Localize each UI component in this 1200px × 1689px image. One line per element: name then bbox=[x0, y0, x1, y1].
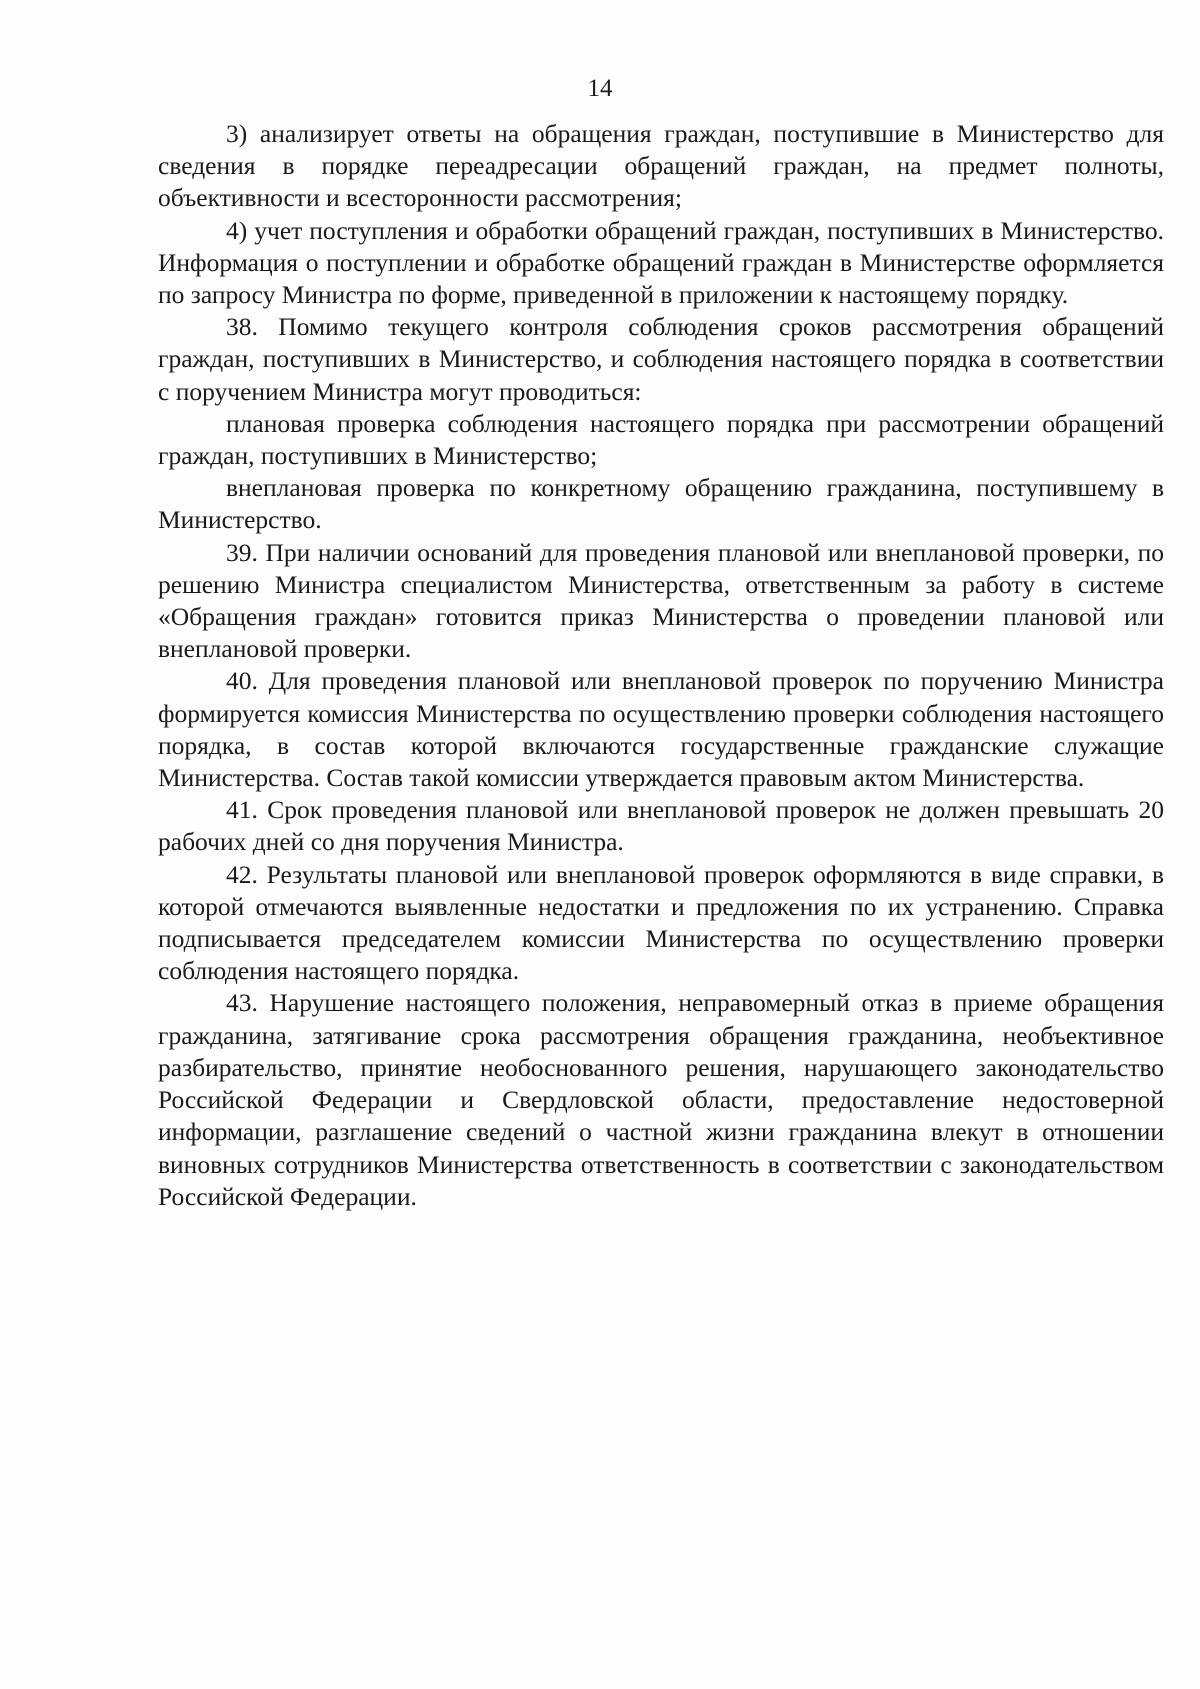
paragraph-40-commission: 40. Для проведения плановой или внеплановой проверок по поручению Министра формируется комиссия Министерства по осуществлению проверки соблюдения настоящего порядка, в состав которой включаются государственные гражданские служащие Министерства. Состав такой комиссии утверждается правовым актом Министерства. bbox=[158, 666, 1164, 793]
page-number: 14 bbox=[587, 75, 613, 102]
paragraph-38-control: 38. Помимо текущего контроля соблюдения сроков рассмотрения обращений граждан, поступивших в Министерство, и соблюдения настоящего порядка в соответствии с поручением Министра могут проводиться: bbox=[158, 312, 1164, 406]
paragraph-3-analysis: 3) анализирует ответы на обращения граждан, поступившие в Министерство для сведения в порядке переадресации обращений граждан, на предмет полноты, объективности и всесторонности рассмотрения; bbox=[158, 119, 1164, 213]
document-body bbox=[158, 118, 1164, 1213]
paragraph-unplanned-check: внеплановая проверка по конкретному обращению гражданина, поступившему в Министерство. bbox=[158, 473, 1164, 535]
paragraph-planned-check: плановая проверка соблюдения настоящего порядка при рассмотрении обращений граждан, поступивших в Министерство; bbox=[158, 408, 1164, 471]
paragraph-43-violation: 43. Нарушение настоящего положения, неправомерный отказ в приеме обращения гражданина, затягивание срока рассмотрения обращения гражданина, необъективное разбирательство, принятие необоснованного решения, нарушающего законодательство Российской Федерации и Свердловской области, предоставление недостоверной информации, разглашение сведений о частной жизни гражданина влекут в отношении виновных сотрудников Министерства ответственность в соответствии с законодательством Российской Федерации. bbox=[158, 988, 1164, 1211]
paragraph-42-results: 42. Результаты плановой или внеплановой проверок оформляются в виде справки, в которой отмечаются выявленные недостатки и предложения по их устранению. Справка подписывается председателем комиссии Министерства по осуществлению проверки соблюдения настоящего порядка. bbox=[158, 859, 1164, 986]
paragraph-4-accounting: 4) учет поступления и обработки обращений граждан, поступивших в Министерство. Информация о поступлении и обработке обращений граждан в Министерстве оформляется по запросу Министра по форме, приведенной в приложении к настоящему порядку. bbox=[158, 215, 1164, 310]
paragraph-39-grounds: 39. При наличии оснований для проведения плановой или внеплановой проверки, по решению Министра специалистом Министерства, ответственным за работу в системе «Обращения граждан» готовится приказ Министерства о проведении плановой или внеплановой проверки. bbox=[158, 537, 1164, 664]
paragraph-41-term: 41. Срок проведения плановой или внеплановой проверок не должен превышать 20 рабочих дней со дня поручения Министра. bbox=[158, 795, 1164, 857]
